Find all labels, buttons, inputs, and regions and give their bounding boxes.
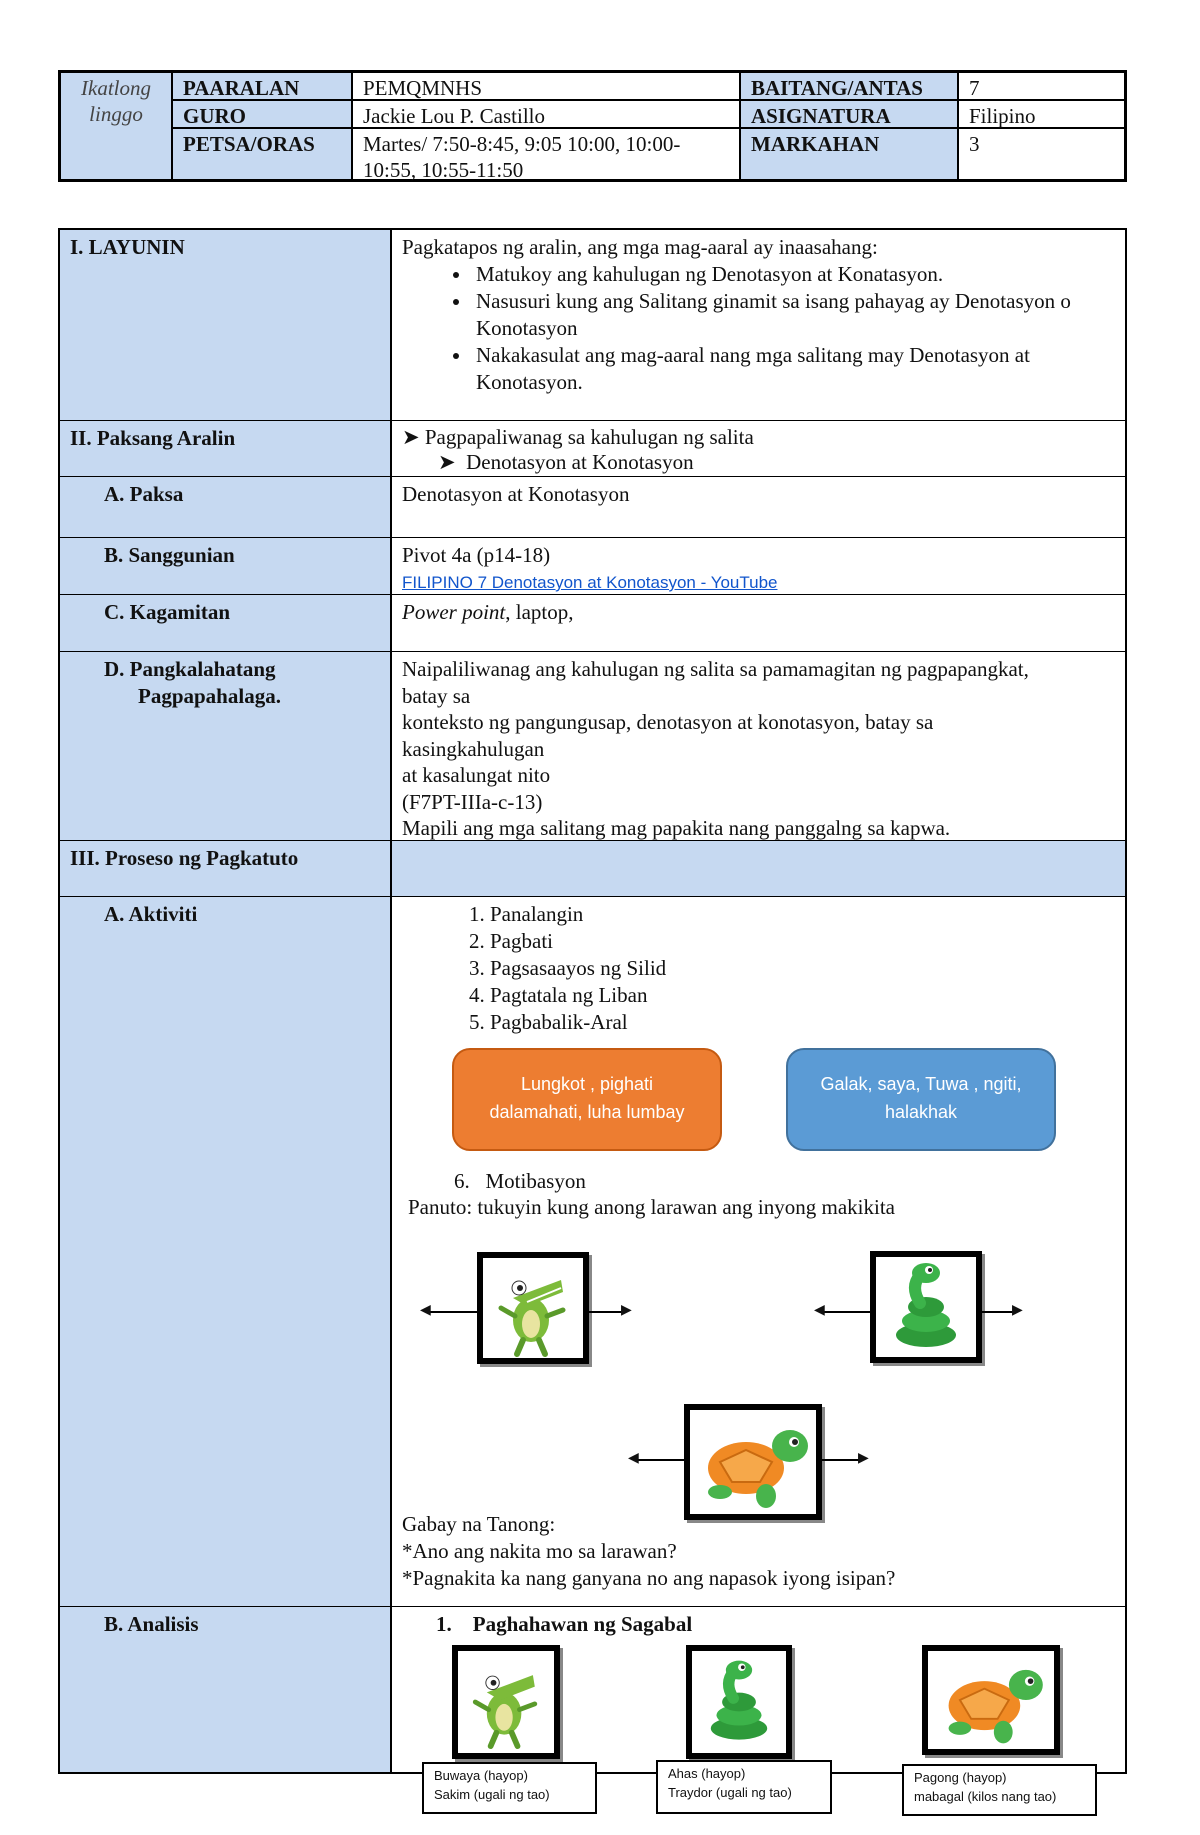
gabay-line: *Pagnakita ka nang ganyana no ang napasok iyong isipan?	[402, 1566, 896, 1590]
date-label: PETSA/ORAS	[172, 128, 352, 180]
quarter-value: 3	[958, 128, 1125, 180]
list-item: 4. Pagtatala ng Liban	[490, 982, 1115, 1009]
quarter-label: MARKAHAN	[740, 128, 958, 180]
paksang-aralin-content	[392, 421, 1125, 477]
arrow-right-icon: ▶	[1012, 1303, 1023, 1318]
step-6: 6. Motibasyon	[454, 1169, 586, 1193]
arrow-left-icon	[636, 1459, 686, 1461]
snake-icon	[876, 1257, 976, 1357]
layunin-label: I. LAYUNIN	[60, 230, 392, 421]
arrow-left-icon	[822, 1311, 870, 1313]
aktiviti-label: A. Aktiviti	[60, 897, 392, 1607]
arrow-left-icon: ◀	[420, 1303, 431, 1318]
gabay-line: *Ano ang nakita mo sa larawan?	[402, 1539, 677, 1563]
turtle-picture	[922, 1645, 1060, 1755]
paksang-aralin-item: ➤ Pagpapaliwanag sa kahulugan ng salita	[402, 425, 754, 449]
list-item: • Nakakasulat ang mag-aaral nang mga salitang may Denotasyon at Konotasyon.	[472, 342, 1115, 396]
list-item: • Nasusuri kung ang Salitang ginamit sa isang pahayag ay Denotasyon o Konotasyon	[472, 288, 1115, 342]
turtle-picture	[684, 1404, 822, 1520]
proseso-blank	[392, 841, 1125, 897]
subject-value: Filipino	[958, 100, 1125, 128]
arrow-bullet-icon: ➤	[402, 425, 420, 449]
school-value: PEMQMNHS	[352, 72, 740, 100]
sanggunian-content	[392, 538, 1125, 595]
grade-label: BAITANG/ANTAS	[740, 72, 958, 100]
kagamitan-content	[392, 595, 1125, 652]
gabay-tanong	[402, 1511, 895, 1592]
lesson-plan-table	[58, 228, 1127, 1774]
sad-words-box	[452, 1048, 722, 1151]
header-table	[58, 70, 1127, 182]
panuto: Panuto: tukuyin kung anong larawan ang inyong makikita	[408, 1195, 895, 1219]
turtle-icon	[690, 1410, 816, 1514]
list-item: 2. Pagbati	[490, 928, 1115, 955]
caption-ahas: Ahas (hayop) Traydor (ugali ng tao)	[656, 1760, 832, 1814]
pagpapahalaga-line: batay sa	[402, 683, 471, 708]
arrow-right-icon: ▶	[858, 1451, 869, 1466]
teacher-value: Jackie Lou P. Castillo	[352, 100, 740, 128]
paksa-value: Denotasyon at Konotasyon	[392, 477, 1125, 538]
week-cell	[60, 72, 172, 180]
list-item: 3. Pagsasaayos ng Silid	[490, 955, 1115, 982]
pagpapahalaga-label-cell	[60, 652, 392, 841]
pagpapahalaga-label-1: D. Pangkalahatang	[104, 657, 276, 681]
crocodile-picture	[452, 1645, 560, 1759]
layunin-content	[392, 230, 1125, 421]
kagamitan-rest: , laptop,	[505, 600, 574, 624]
kagamitan-italic: Power point	[402, 600, 506, 624]
list-item: • Matukoy ang kahulugan ng Denotasyon at Konatasyon.	[472, 261, 1115, 288]
arrow-left-icon	[428, 1311, 478, 1313]
box-text: halakhak	[884, 1102, 958, 1122]
layunin-list	[402, 261, 1115, 396]
arrow-right-icon	[982, 1311, 1016, 1313]
pagpapahalaga-line: (F7PT-IIIa-c-13)	[402, 789, 543, 814]
aktiviti-content	[392, 897, 1125, 1607]
gabay-line: Gabay na Tanong:	[402, 1512, 556, 1536]
box-text: Galak, saya, Tuwa , ngiti,	[820, 1074, 1022, 1094]
crocodile-icon	[458, 1651, 554, 1753]
school-label: PAARALAN	[172, 72, 352, 100]
aktiviti-steps	[402, 901, 1115, 1036]
analisis-content	[392, 1607, 1125, 1772]
pagpapahalaga-line: konteksto ng pangungusap, denotasyon at konotasyon, batay sa	[402, 710, 934, 734]
snake-icon	[692, 1651, 786, 1753]
box-text: dalamahati, luha lumbay	[489, 1102, 685, 1122]
list-item: 1. Panalangin	[490, 901, 1115, 928]
sanggunian-value: Pivot 4a (p14-18)	[402, 543, 551, 567]
kagamitan-label: C. Kagamitan	[60, 595, 392, 652]
arrow-left-icon: ◀	[814, 1303, 825, 1318]
week-label: Ikatlong linggo	[81, 76, 151, 126]
sanggunian-label: B. Sanggunian	[60, 538, 392, 595]
arrow-right-icon: ▶	[621, 1303, 632, 1318]
youtube-link[interactable]: FILIPINO 7 Denotasyon at Konotasyon - YouTube	[402, 573, 778, 592]
layunin-intro: Pagkatapos ng aralin, ang mga mag-aaral ay inaasahang:	[402, 235, 878, 259]
crocodile-icon	[483, 1258, 583, 1358]
teacher-label: GURO	[172, 100, 352, 128]
list-item: 5. Pagbabalik-Aral	[490, 1009, 1115, 1036]
grade-value: 7	[958, 72, 1125, 100]
analisis-label: B. Analisis	[60, 1607, 392, 1772]
proseso-label: III. Proseso ng Pagkatuto	[60, 841, 392, 897]
box-text: Lungkot , pighati	[520, 1074, 654, 1094]
snake-picture	[870, 1251, 982, 1363]
pagpapahalaga-label-2: Pagpapahalaga.	[138, 684, 281, 708]
pagpapahalaga-line: Mapili ang mga salitang mag papakita nang panggalng sa kapwa.	[402, 816, 951, 840]
arrow-right-icon	[589, 1311, 625, 1313]
paksa-label: A. Paksa	[60, 477, 392, 538]
pagpapahalaga-line: kasingkahulugan	[402, 736, 545, 761]
subject-label: ASIGNATURA	[740, 100, 958, 128]
arrow-left-icon: ◀	[628, 1451, 639, 1466]
analisis-heading: 1. Paghahawan ng Sagabal	[436, 1612, 693, 1636]
paksang-aralin-subitem: ➤ Denotasyon at Konotasyon	[438, 450, 694, 474]
turtle-icon	[928, 1651, 1054, 1749]
crocodile-picture	[477, 1252, 589, 1364]
caption-pagong: Pagong (hayop) mabagal (kilos nang tao)	[902, 1764, 1097, 1816]
paksang-aralin-label: II. Paksang Aralin	[60, 421, 392, 477]
arrow-right-icon	[822, 1459, 862, 1461]
pagpapahalaga-line: Naipaliliwanag ang kahulugan ng salita sa pamamagitan ng pagpapangkat,	[402, 657, 1029, 681]
pagpapahalaga-content	[392, 652, 1125, 841]
caption-buwaya: Buwaya (hayop) Sakim (ugali ng tao)	[422, 1762, 597, 1814]
arrow-bullet-icon: ➤	[438, 450, 456, 474]
happy-words-box	[786, 1048, 1056, 1151]
date-value: Martes/ 7:50-8:45, 9:05 10:00, 10:00-10:55, 10:55-11:50	[352, 128, 740, 180]
pagpapahalaga-line: at kasalungat nito	[402, 763, 551, 787]
snake-picture	[686, 1645, 792, 1759]
